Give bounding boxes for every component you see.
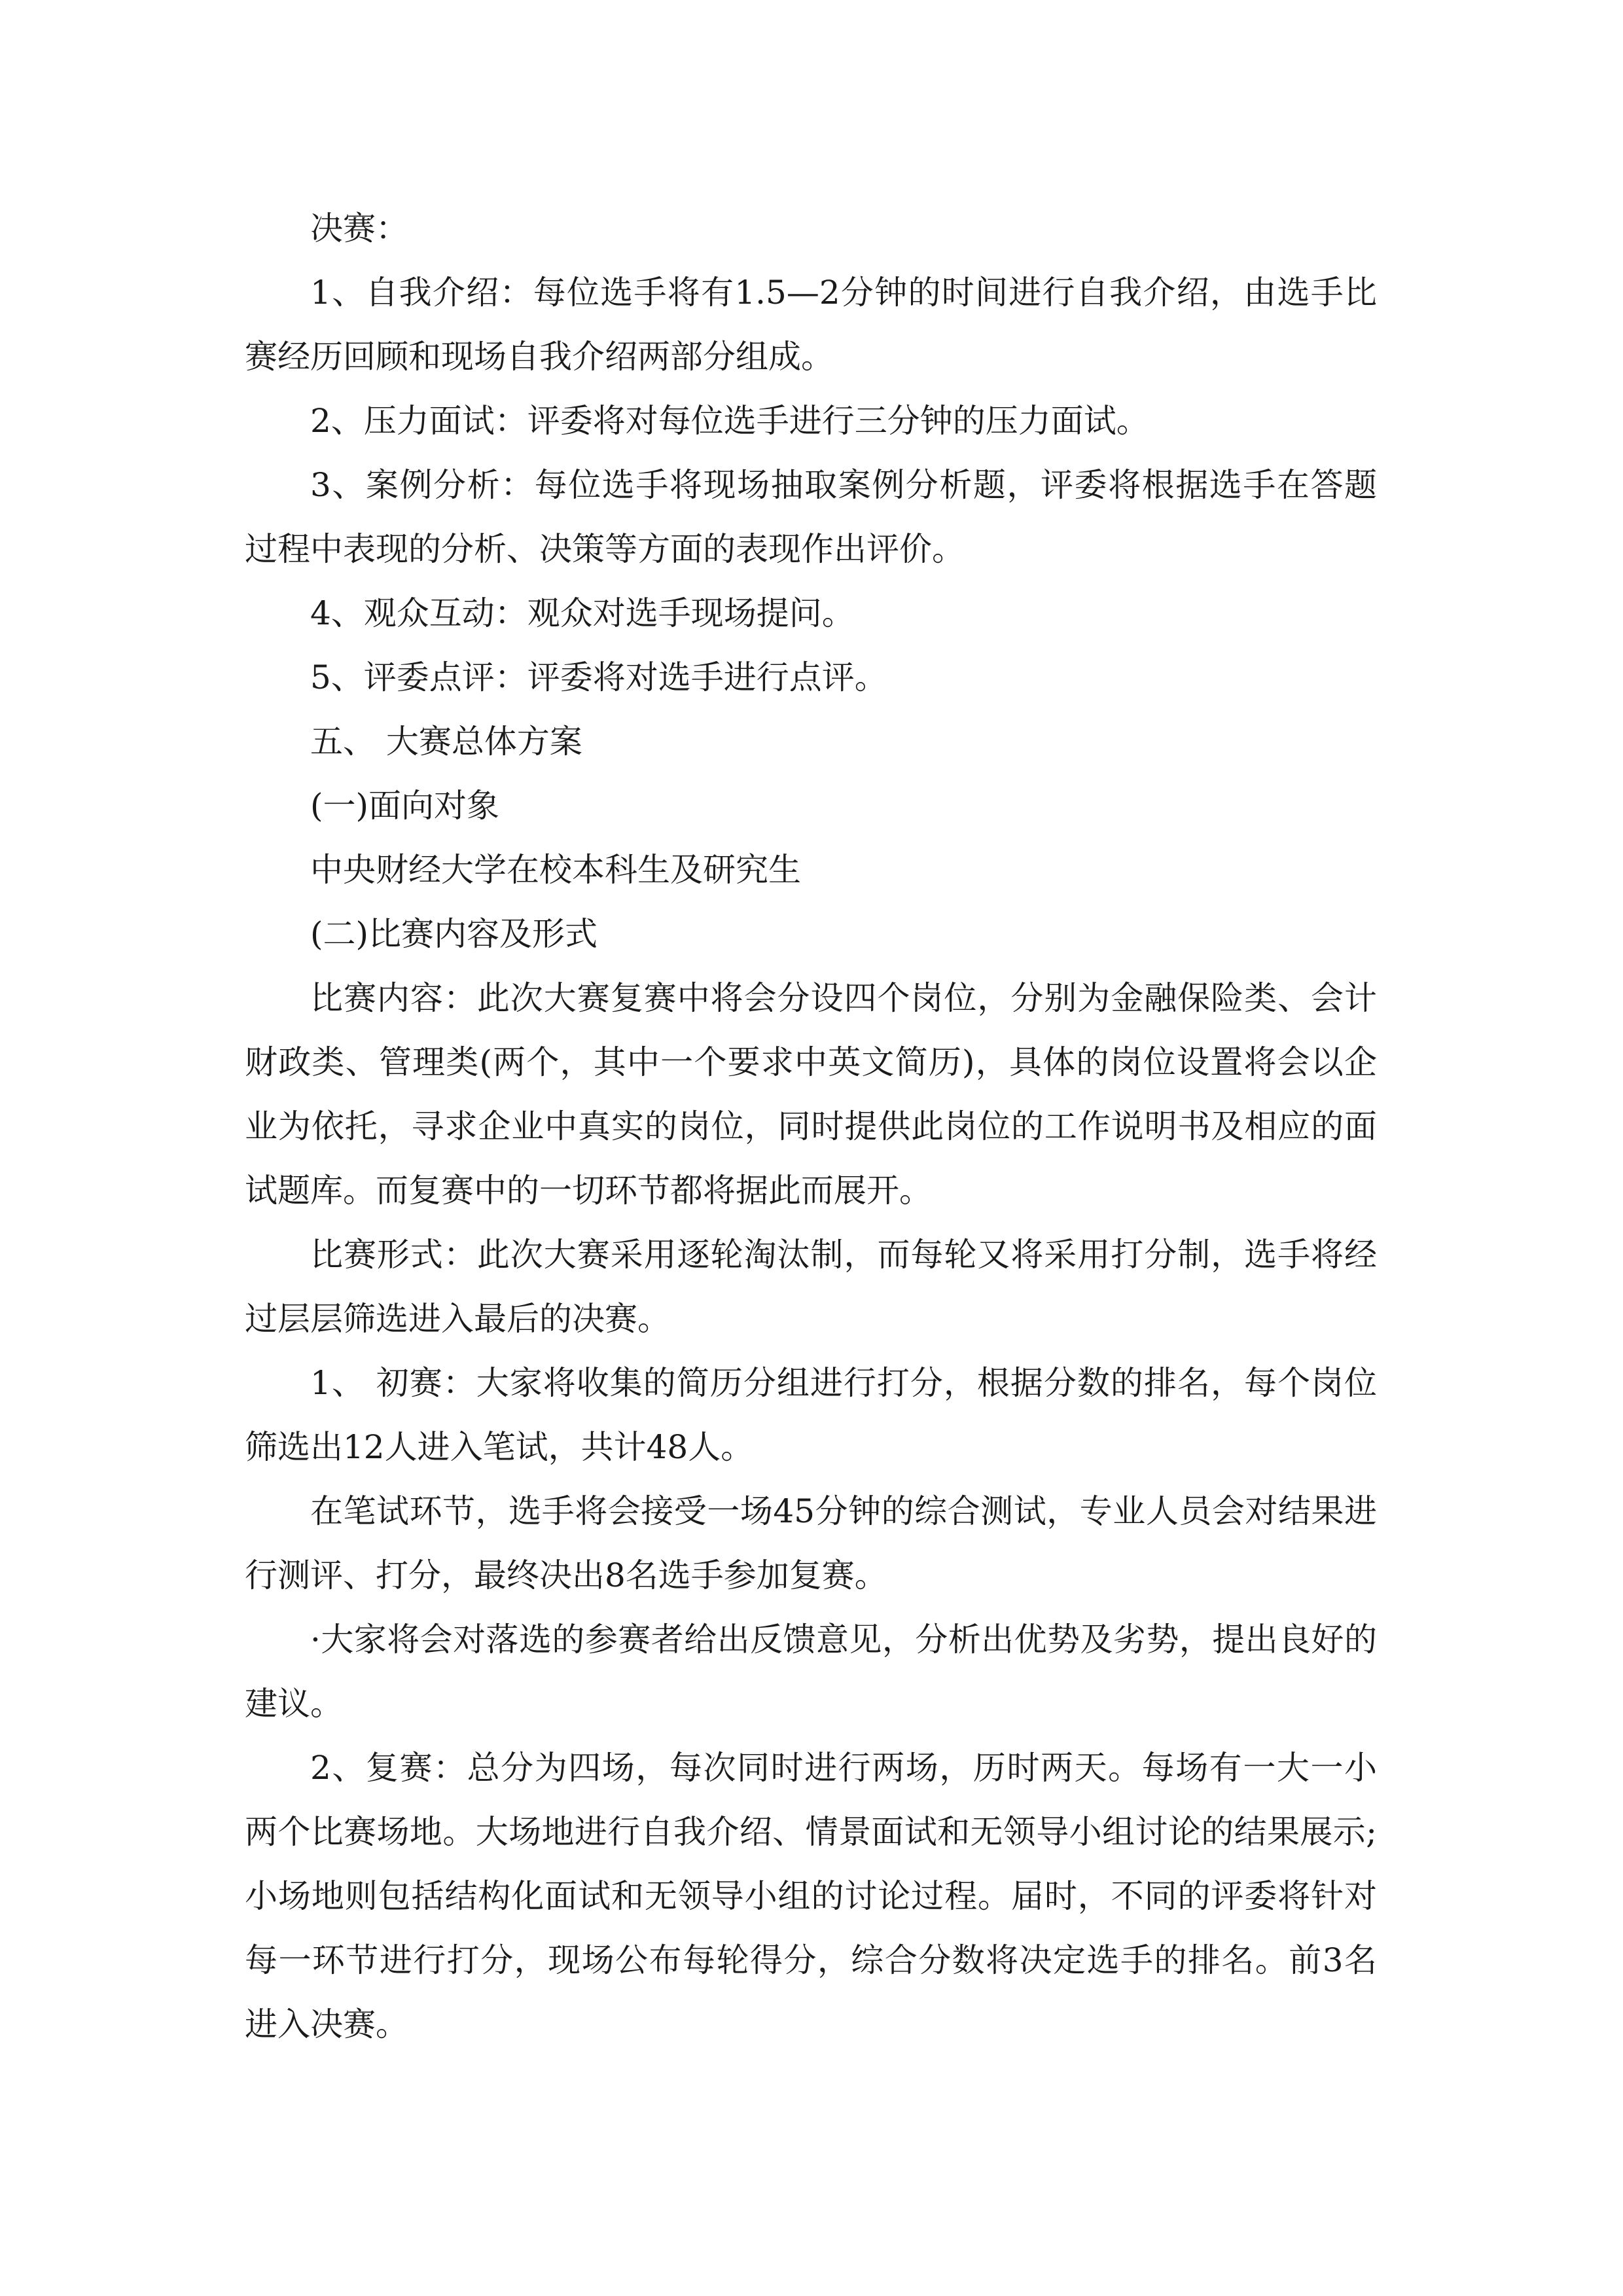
semifinal-round-text: 2、复赛：总分为四场，每次同时进行两场，历时两天。每场有一大一小两个比赛场地。大场地进行自我介绍、情景面试和无领导小组讨论的结果展示;小场地则包括结构化面试和无领导小组的讨论过程。届时，不同的评委将针对每一环节进行打分，现场公布每轮得分，综合分数将决定选手的排名。前3名进入决赛。: [245, 1749, 1377, 2043]
subheading-target-audience: (一)面向对象: [310, 787, 500, 825]
final-case-analysis: 3、案例分析：每位选手将现场抽取案例分析题，评委将根据选手在答题过程中表现的分析、决策等方面的表现作出评价。: [245, 466, 1377, 568]
final-pressure-interview: 2、压力面试：评委将对每位选手进行三分钟的压力面试。: [310, 402, 1149, 440]
competition-format-text: 比赛形式：此次大赛采用逐轮淘汰制，而每轮又将采用打分制，选手将经过层层筛选进入最后的决赛。: [245, 1236, 1377, 1338]
subheading-content-format: (二)比赛内容及形式: [310, 915, 598, 953]
feedback-bullet-text: ·大家将会对落选的参赛者给出反馈意见，分析出优势及劣势，提出良好的建议。: [245, 1621, 1377, 1723]
preliminary-round-text: 1、 初赛：大家将收集的简历分组进行打分，根据分数的排名，每个岗位筛选出12人进入笔试，共计48人。: [245, 1364, 1377, 1466]
written-test-text: 在笔试环节，选手将会接受一场45分钟的综合测试，专业人员会对结果进行测评、打分，最终决出8名选手参加复赛。: [245, 1492, 1377, 1594]
competition-content-text: 比赛内容：此次大赛复赛中将会分设四个岗位，分别为金融保险类、会计财政类、管理类(两个，其中一个要求中英文简历)，具体的岗位设置将会以企业为依托，寻求企业中真实的岗位，同时提供此岗位的工作说明书及相应的面试题库。而复赛中的一切环节都将据此而展开。: [245, 979, 1377, 1210]
target-audience-text: 中央财经大学在校本科生及研究生: [310, 851, 801, 889]
final-round-heading: 决赛：: [310, 209, 408, 247]
document-body: [245, 196, 1377, 2056]
final-audience-interaction: 4、观众互动：观众对选手现场提问。: [310, 594, 855, 632]
final-judge-comments: 5、评委点评：评委将对选手进行点评。: [310, 658, 887, 696]
section-heading-overall-plan: 五、 大赛总体方案: [310, 723, 582, 761]
final-self-introduction: 1、自我介绍：每位选手将有1.5—2分钟的时间进行自我介绍，由选手比赛经历回顾和现场自我介绍两部分组成。: [245, 274, 1377, 376]
